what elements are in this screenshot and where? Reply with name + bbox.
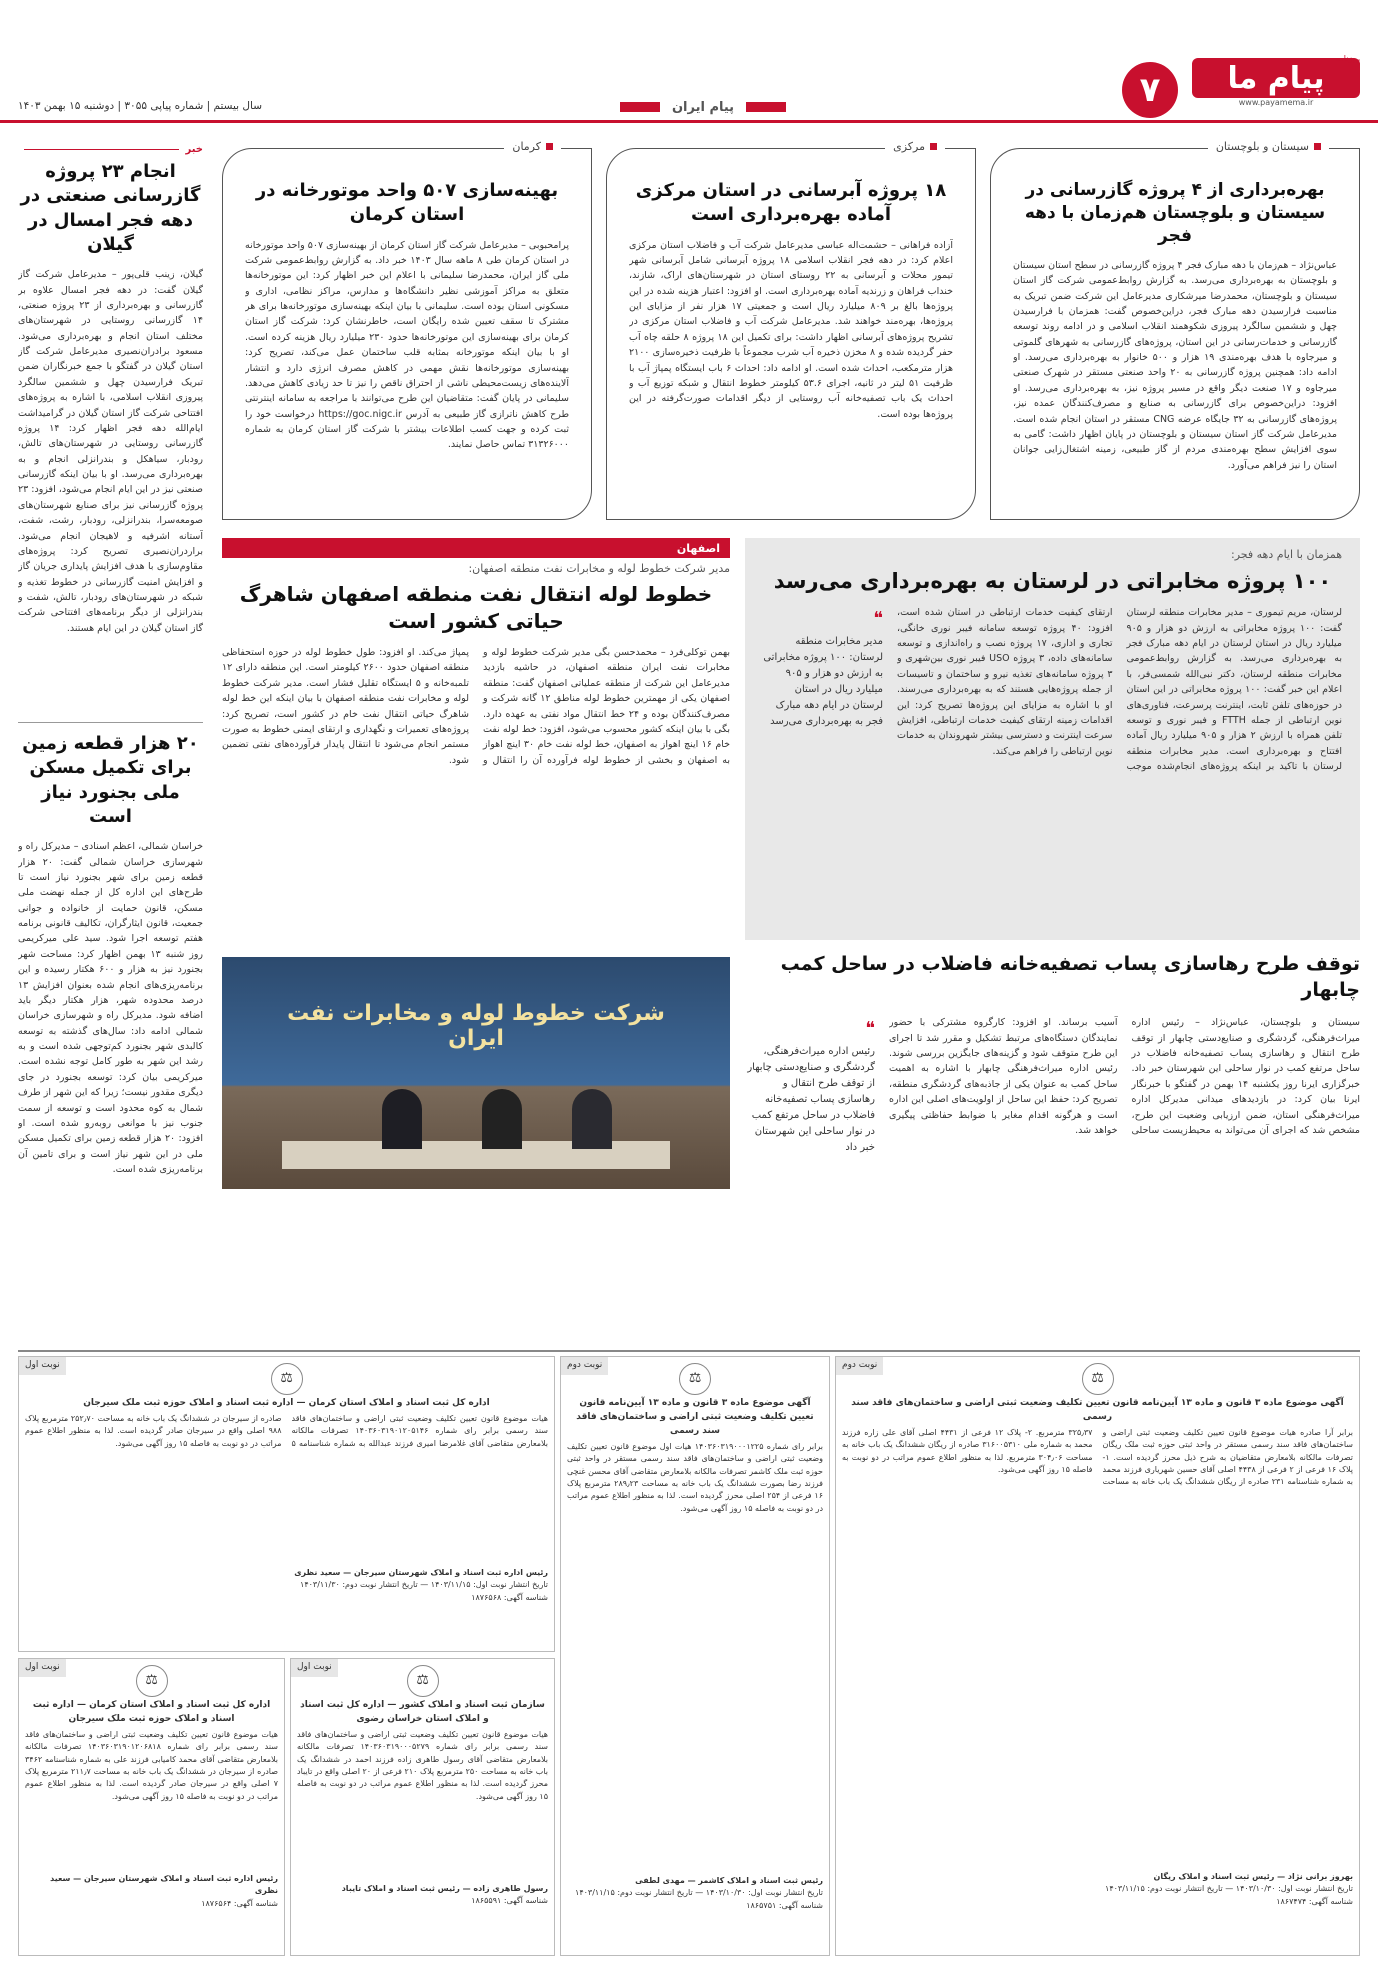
notice-signature: رسول طاهری زاده — رئیس ثبت اسناد و املاک تایباد [341, 1883, 548, 1893]
article-box-kerman [222, 140, 592, 520]
article-box-sistan [990, 140, 1360, 520]
emblem-icon: ⚖ [1082, 1363, 1114, 1395]
notice-code: شناسه آگهی: ۱۸۷۶۵۶۴ [201, 1898, 278, 1908]
notice-tag: نوبت اول [291, 1659, 338, 1677]
notice-code: شناسه آگهی: ۱۸۶۵۵۹۱ [471, 1896, 548, 1906]
article-lorestan [745, 538, 1360, 940]
logo-text: پیام ما [1192, 58, 1360, 98]
notice-signature: رئیس اداره ثبت اسناد و املاک شهرستان سیرجان — سعید نظری [294, 1567, 548, 1577]
category-square-icon [546, 143, 553, 150]
notice-code: شناسه آگهی: ۱۸۶۵۷۵۱ [746, 1900, 823, 1910]
notice-code: شناسه آگهی: ۱۸۷۶۵۶۸ [471, 1592, 548, 1602]
notice-title: آگهی موضوع ماده ۳ قانون و ماده ۱۳ آیین‌نامه قانون تعیین تکلیف وضعیت ثبتی اراضی و ساختمان‌های فاقد سند رسمی [851, 1398, 1344, 1422]
emblem-icon: ⚖ [136, 1665, 168, 1697]
legal-notice [18, 1356, 555, 1652]
notice-body: هیات موضوع قانون تعیین تکلیف وضعیت ثبتی اراضی و ساختمان‌های فاقد سند رسمی برابر رای شماره ۱۴۰۳۶۰۳۱۹۰۱۲۰۶۸۱۸ تصرفات مالکانه بلامعارض متقاضی آقای محمد کامیابی فرزند علی به شماره شناسنامه ۳۴۶۲ صادره از سیرجان در ششدانگ یک باب خانه به مساحت ۲۱۱٫۷ مترمربع پلاک ۷ اصلی واقع در سیرجان صادر گردیده است. لذا به منظور اطلاع عموم مراتب در دو نوبت به فاصله ۱۵ روز آگهی می‌شود. [25, 1729, 278, 1801]
notice-title: سازمان ثبت اسناد و املاک کشور — اداره کل ثبت اسناد و املاک استان خراسان رضوی [300, 1700, 545, 1724]
notice-code: شناسه آگهی: ۱۸۶۷۴۷۴ [1276, 1896, 1353, 1906]
category-bar [222, 538, 730, 558]
article-isfahan [222, 562, 730, 1342]
quote-icon: ❝ [873, 608, 883, 630]
logo-sub: روزنامه [1335, 54, 1360, 63]
article-bojnurd [18, 732, 203, 1332]
headline: انجام ۲۳ پروژه گازرسانی صنعتی در دهه فجر امسال در گیلان [20, 161, 201, 255]
legal-notice [290, 1658, 555, 1956]
notice-body: هیات موضوع قانون تعیین تکلیف وضعیت ثبتی اراضی و ساختمان‌های فاقد سند رسمی برابر رای شماره ۱۴۰۳۶۰۳۱۹۰۱۲۰۵۱۴۶ تصرفات مالکانه بلامعارض متقاضی آقای غلامرضا امیری فرزند عبدالله به شماره شناسنامه ۵ صادره از سیرجان در ششدانگ یک باب خانه به مساحت ۲۵۲٫۷۰ مترمربع پلاک ۹۸۸ اصلی واقع در سیرجان صادر گردیده است. لذا به منظور اطلاع عموم مراتب در دو نوبت به فاصله ۱۵ روز آگهی می‌شود. [25, 1413, 548, 1448]
photo-person [572, 1089, 612, 1149]
notice-body: هیات موضوع قانون تعیین تکلیف وضعیت ثبتی اراضی و ساختمان‌های فاقد سند رسمی برابر رای شماره ۱۴۰۳۶۰۳۱۹۰۰۰۵۲۷۹ تصرفات مالکانه بلامعارض متقاضی آقای رسول طاهری زاده فرزند احمد در ششدانگ یک باب خانه به مساحت ۲۵۰ مترمربع پلاک ۲۱۰ فرعی از ۲۰ اصلی واقع در تایباد محرز گردیده است. لذا به منظور اطلاع عموم مراتب در دو نوبت به فاصله ۱۵ روز آگهی می‌شود. [297, 1729, 548, 1801]
category-label: سیستان و بلوچستان [1208, 140, 1329, 153]
logo-url: www.payamema.ir [1238, 98, 1314, 107]
article-body: بهمن توکلی‌فرد – محمدحسن بگی مدیر شرکت خطوط لوله و مخابرات نفت ایران منطقه اصفهان، در حاشیه بازدید مدیرعامل این شرکت از منطقه عملیاتی اصفهان گفت: منطقه اصفهان یکی از مهمترین خطوط لوله مناطق ۱۲ گانه شرکت و مصرف‌کنندگان بوده و ۲۴ خط انتقال مواد نفتی به عهده دارد. بگی با بیان اینکه کشور محسوب می‌شود، افزود: خط لوله نفت خام ۱۶ اینچ اهواز به اصفهان، خط لوله نفت خام ۳۰ اینچ اهواز به اصفهان و بخشی از خطوط لوله فرآورده آن را انتقال و پمپاژ می‌کند. او افزود: طول خطوط لوله در حوزه استحفاظی منطقه اصفهان حدود ۲۶۰۰ کیلومتر است. این منطقه دارای ۱۲ تلمبه‌خانه و ۵ ایستگاه تقلیل فشار است. مدیر شرکت خطوط لوله و مخابرات نفت منطقه اصفهان با بیان اینکه این خط لوله شاهرگ حیاتی انتقال نفت خام در کشور است، تصریح کرد: پروژه‌های تعمیرات و نگهداری و ارتقای ایمنی خطوط به صورت مستمر انجام می‌شود تا انتقال پایدار فرآورده‌های نفتی تضمین شود. [222, 647, 730, 766]
notice-title: اداره کل ثبت اسناد و املاک استان کرمان — اداره ثبت اسناد و املاک حوزه ثبت ملک سیرجان [83, 1398, 490, 1408]
article-body: خراسان شمالی، اعظم اسنادی – مدیرکل راه و شهرسازی خراسان شمالی گفت: ۲۰ هزار قطعه زمین برای شهر بجنورد نیاز است تا طرح‌های این اداره کل از جمله نهضت ملی مسکن، قانون حمایت از خانواده و جوانی جمعیت، قانون ایثارگران، تکالیف قانونی برنامه هفتم توسعه اجرا شود. سید علی میرکریمی روز شنبه ۱۳ بهمن اظهار کرد: مساحت شهر بجنورد نیز به هزار و ۶۰۰ هکتار رسیده و این برنامه‌ریزی‌های انجام شده بعنوان افزایش ۱۳ درصد محدوده شهر، هزار هکتار دیگر باید اضافه شود. مدیرکل راه و شهرسازی خراسان شمالی ادامه داد: سال‌های گذشته به توسعه کالبدی شهر بجنورد کم‌توجهی شده است و به رشد این شهر به طور کامل توجه نشده است. میرکریمی بیان کرد: توسعه بجنورد در جای دیگری مقدور نیست؛ زیرا که این شهر از طرف شمال به کوه محدود است و توسعه از سمت جنوب نیز با موانعی روبه‌رو شده است. او افزود: ۲۰ هزار قطعه زمین برای تکمیل مسکن ملی در این شهر نیاز است و برای تامین آن برنامه‌ریزی شده است. [18, 841, 203, 1176]
pull-quote: ❝ مدیر مخابرات منطقه لرستان: ۱۰۰ پروژه مخابراتی به ارزش دو هزار و ۹۰۵ میلیارد ریال در استان لرستان در ایام دهه مبارک فجر به بهره‌برداری می‌رسد [763, 605, 883, 915]
notice-title: آگهی موضوع ماده ۳ قانون و ماده ۱۳ آیین‌نامه قانون تعیین تکلیف وضعیت ثبتی اراضی و ساختمان‌های فاقد سند رسمی [576, 1398, 814, 1436]
side-label [18, 140, 203, 158]
news-tag: خبر [185, 143, 203, 155]
category-square-icon [930, 143, 937, 150]
notice-dates: تاریخ انتشار نوبت اول: ۱۴۰۳/۱۰/۳۰ — تاریخ انتشار نوبت دوم: ۱۴۰۳/۱۱/۱۵ [575, 1888, 823, 1898]
headline: بهینه‌سازی ۵۰۷ واحد موتورخانه در استان کرمان [255, 180, 559, 226]
section-bar [593, 96, 813, 118]
notice-signature: رئیس اداره ثبت اسناد و املاک شهرستان سیرجان — سعید نظری [50, 1873, 278, 1896]
article-body: آزاده فراهانی – حشمت‌اله عباسی مدیرعامل شرکت آب و فاضلاب استان مرکزی اعلام کرد: در دهه فجر انقلاب اسلامی ۱۸ پروژه آبرسانی شامل آبرسانی شهر تیمور محلات و آبرسانی به ۲۲ روستای استان در شهرستان‌های اراک، شازند، خنداب فراهان و زرندیه آماده بهره‌برداری است. او افزود: اعتبار هزینه شده در این پروژه‌ها بالغ بر ۸۰۹ میلیارد ریال است و جمعیتی ۱۷ هزار نفر از مزایای این پروژه‌ها، بهره‌مند خواهند شد. مدیرعامل شرکت آب و فاضلاب استان مرکزی در تشریح پروژه‌های آبرسانی اظهار داشت: برای تکمیل این ۱۸ پروژه ۸ حلقه چاه آب حفر گردیده شده و ۸ مخزن ذخیره آب شرب مجموعاً با ظرفیت ذخیره‌سازی ۲۱۰۰ هزار مترمکعب، احداث شده است. او ادامه داد: احداث ۶ باب ایستگاه پمپاژ آب با ظرفیت ۵۱ لیتر در ثانیه، اجرای ۵۳.۶ کیلومتر خطوط انتقال و شبکه توزیع آب و احداث یک باب تصفیه‌خانه آب روستایی از دیگر اقدامات صورت‌گرفته در این پروژه‌ها بوده است. [629, 239, 953, 420]
section-name: پیام ایران [671, 99, 735, 115]
category-label: مرکزی [885, 140, 945, 153]
headline: ۱۸ پروژه آبرسانی در استان مرکزی آماده بهره‌برداری است [635, 180, 947, 226]
article-box-markazi [606, 140, 976, 520]
article-photo [222, 957, 730, 1189]
divider [18, 722, 203, 723]
masthead-logo[interactable] [1192, 54, 1360, 118]
notice-signature: رئیس ثبت اسناد و املاک کاشمر — مهدی لطفی [635, 1875, 823, 1885]
headline: بهره‌برداری از ۴ پروژه گازرسانی در سیستان و بلوچستان هم‌زمان با دهه فجر [1024, 180, 1326, 246]
quote-icon: ❝ [865, 1018, 875, 1040]
notice-tag: نوبت دوم [836, 1357, 883, 1375]
headline: ۲۰ هزار قطعه زمین برای تکمیل مسکن ملی بجنورد نیاز است [22, 733, 199, 827]
category-label: کرمان [504, 140, 561, 153]
section-bar-decor [620, 102, 660, 112]
notice-body: برابر آرا صادره هیات موضوع قانون تعیین تکلیف وضعیت ثبتی اراضی و ساختمان‌های فاقد سند رسمی مستقر در واحد ثبتی حوزه ثبت ملک ریگان تصرفات مالکانه بلامعارض متقاضیان به شرح ذیل محرز گردیده است. ۱- پلاک ۱۶ فرعی از ۲ فرعی از ۴۴۳۸ اصلی آقای حسین شهریاری فرزند محمد به شماره شناسنامه ۲۳۱ صادره از ریگان ششدانگ یک باب خانه به مساحت ۳۲۵٫۳۷ مترمربع. ۲- پلاک ۱۲ فرعی از ۴۴۳۱ اصلی آقای علی زاره فرزند محمد به شماره ملی ۳۱۶۰۰۵۳۱۰ صادره از ریگان ششدانگ یک باب خانه به مساحت ۳۰۴٫۰۶ مترمربع. لذا به منظور اطلاع عموم مراتب در دو نوبت به فاصله ۱۵ روز آگهی می‌شود. [842, 1427, 1353, 1487]
notice-body: برابر رای شماره ۱۴۰۳۶۰۳۱۹۰۰۰۱۲۲۵ هیات اول موضوع قانون تعیین تکلیف وضعیت ثبتی اراضی و ساختمان‌های فاقد سند رسمی مستقر در واحد ثبتی حوزه ثبت ملک کاشمر تصرفات مالکانه بلامعارض متقاضی آقای محسن غنچی فرزند رضا بصورت ششدانگ یک باب خانه به مساحت ۲۸۹٫۲۳ مترمربع پلاک ۱۶ فرعی از ۲۵۴ اصلی محرز گردیده است. لذا به منظور اطلاع عموم مراتب در دو نوبت به فاصله ۱۵ روز آگهی می‌شود. [567, 1441, 823, 1513]
legal-notice [560, 1356, 830, 1956]
kicker: همزمان با ایام دهه فجر: [1231, 548, 1342, 561]
pull-quote: ❝ رئیس اداره میراث‌فرهنگی، گردشگری و صنایع‌دستی چابهار از توقف طرح انتقال و رهاسازی پساب تصفیه‌خانه فاضلاب در ساحل مرتفع کمب در نوار ساحلی این شهرستان خبر داد [745, 1015, 875, 1335]
notice-tag: نوبت اول [19, 1357, 66, 1375]
category-square-icon [1314, 143, 1321, 150]
header-rule [0, 120, 1378, 123]
article-body: عباس‌نژاد – هم‌زمان با دهه مبارک فجر ۴ پروژه گازرسانی در سطح استان سیستان و بلوچستان به بهره‌برداری می‌رسد. به گزارش روابط‌عمومی شرکت گاز استان سیستان و بلوچستان، محمدرضا میرشکاری مدیرعامل این شرکت ضمن تبریک به مناسبت فرارسیدن دهه مبارک فجر، دراین‌خصوص گفت: همزمان با فرارسیدن چهل و ششمین سالگرد پیروزی شکوهمند انقلاب اسلامی و در ادامه روند توسعه گازرسانی و خدمات‌رسانی در این استان، پروژه‌های گازرسانی به شهرهای گلموتی و میرجاوه با هدف بهره‌مندی ۱۹ هزار و ۵۰۰ خانوار به بهره‌برداری می‌رسد. او ادامه داد: همچنین پروژه گازرسانی به ۲۰ واحد صنعتی مستقر در شهرک صنعتی میرجاوه و ۱۷ صنعت دیگر واقع در مسیر پروژه نیز، به بهره‌برداری می‌رسد. او افزود: دراین‌خصوص برای گازرسانی به صنایع و مصرف‌کنندگان عمده نیز، پروژه‌های گازرسانی به ۳۲ جایگاه عرضه CNG مستقر در استان انجام شده است. مدیرعامل شرکت گاز استان سیستان و بلوچستان در پایان اظهار داشت: گامی به سوی افزایش سطح بهره‌مندی مردم از گاز طبیعی، زمینه اشتغال‌زایی جوانان استان را نیز فراهم می‌آورد. [1013, 259, 1337, 471]
kicker: مدیر شرکت خطوط لوله و مخابرات نفت منطقه اصفهان: [468, 562, 730, 575]
article-body: گیلان، زینب قلی‌پور – مدیرعامل شرکت گاز گیلان گفت: در دهه فجر امسال علاوه بر گازرسانی و بهره‌برداری از ۲۳ پروژه صنعتی، ۱۴ گازرسانی روستایی در شهرستان‌های مختلف استان انجام و بهره‌برداری می‌شود. مسعود برادران‌نصیری مدیرعامل شرکت گاز استان گیلان در گفتگو با جمع خبرنگاران ضمن تبریک فرارسیدن چهل و ششمین سالگرد پیروزی انقلاب اسلامی، با اشاره به پروژه‌های افتتاحی شرکت گاز استان گیلان در گرامیداشت ایام‌الله دهه فجر اظهار کرد: ۱۴ پروژه گازرسانی روستایی در شهرستان‌های تالش، رودبار، سیاهکل و بندرانزلی انجام و به بهره‌برداری می‌رسد. او با بیان اینکه گازرسانی صنعتی نیز در این ایام انجام می‌شود، افزود: ۲۳ پروژه گازرسانی نیز برای صنایع شهرستان‌های صومعه‌سرا، بندرانزلی، رودبار، رشت، شفت، آستانه اشرفیه و لاهیجان انجام می‌شود. براردران‌نصیری تصریح کرد: پروژه‌های مقاوم‌سازی با هدف افزایش پایداری جریان گاز و افزایش امنیت گازرسانی در خطوط تغذیه و شبکه در شهرستان‌های رودبار، تالش، شفت و بندرانزلی از دیگر برنامه‌های افتتاحی شرکت گاز استان گیلان در این ایام هستند. [18, 269, 203, 634]
notice-tag: نوبت دوم [561, 1357, 608, 1375]
emblem-icon: ⚖ [271, 1363, 303, 1395]
section-bar-decor [746, 102, 786, 112]
notice-dates: تاریخ انتشار نوبت اول: ۱۴۰۳/۱۱/۱۵ — تاریخ انتشار نوبت دوم: ۱۴۰۳/۱۱/۳۰ [300, 1580, 548, 1590]
article-body: لرستان، مریم تیموری – مدیر مخابرات منطقه لرستان گفت: ۱۰۰ پروژه مخابراتی به ارزش دو هزار و ۹۰۵ میلیارد ریال در استان لرستان در ایام دهه مبارک فجر به بهره‌برداری می‌رسد. به گزارش روابط‌عمومی مخابرات منطقه لرستان، دکتر نبی‌الله شمسی‌فر، با اعلام این خبر گفت: ۱۰۰ پروژه مخابراتی در این استان در حوزه‌های تلفن ثابت، اینترنت پرسرعت، فناوری‌های نوین ارتباطی از جمله FTTH و فیبر نوری و توسعه تلفن همراه با ارزش ۲ هزار و ۹۰۵ میلیارد ریال آماده افتتاح و بهره‌برداری است. مدیر مخابرات منطقه لرستان با تاکید بر اینکه پروژه‌های انجام‌شده موجب ارتقای کیفیت خدمات ارتباطی در استان شده است، افزود: ۴۰ پروژه توسعه سامانه فیبر نوری خانگی، تجاری و اداری، ۱۷ پروژه نصب و راه‌اندازی و توسعه سامانه‌های داده، ۳ پروژه USO فیبر نوری بین‌شهری و ۳ پروژه سامانه‌های تغذیه نیرو و ساختمان و تاسیسات از جمله پروژه‌هایی هستند که به بهره‌برداری می‌رسند. او با اشاره به مزایای این پروژه‌ها تصریح کرد: این اقدامات زمینه ارتقای کیفیت خدمات ارتباطی، افزایش سرعت اینترنت و دسترسی بیشتر شهروندان به خدمات نوین ارتباطی را فراهم می‌کند. [897, 607, 1342, 773]
photo-person [482, 1089, 522, 1149]
article-body: سیستان و بلوچستان، عباس‌نژاد – رئیس اداره میراث‌فرهنگی، گردشگری و صنایع‌دستی چابهار از توقف طرح انتقال و رهاسازی پساب تصفیه‌خانه فاضلاب در ساحل مرتفع کمب در نوار ساحلی این شهرستان خبر داد. خبرگزاری ایرنا روز یکشنبه ۱۴ بهمن در گفتگو با خبرنگار ایرنا بیان کرد: در بازدیدهای میدانی مدیرکل اداره میراث‌فرهنگی استان، ضمن ارزیابی وضعیت این طرح، مشخص شد که اجرای آن می‌تواند به محیط‌زیست ساحلی آسیب برساند. او افزود: کارگروه مشترکی با حضور نمایندگان دستگاه‌های مرتبط تشکیل و مقرر شد تا اجرای این طرح متوقف شود و گزینه‌های جایگزین بررسی شوند. رئیس اداره میراث‌فرهنگی چابهار با اشاره به اهمیت ساحل کمب به عنوان یکی از جاذبه‌های گردشگری منطقه، تصریح کرد: حفظ این ساحل از اولویت‌های اصلی این اداره است و هرگونه اقدام مغایر با ضوابط حفاظتی پیگیری خواهد شد. [889, 1017, 1360, 1136]
category-label: اصفهان [667, 542, 730, 555]
headline: خطوط لوله انتقال نفت منطقه اصفهان شاهرگ حیاتی کشور است [239, 582, 713, 633]
article-gilan [18, 160, 203, 720]
legal-notice [835, 1356, 1360, 1956]
notice-dates: تاریخ انتشار نوبت اول: ۱۴۰۳/۱۰/۳۰ — تاریخ انتشار نوبت دوم: ۱۴۰۳/۱۱/۱۵ [1105, 1884, 1353, 1894]
headline: توقف طرح رهاسازی پساب تصفیه‌خانه فاضلاب در ساحل کمب چابهار [780, 953, 1360, 1001]
article-chabahar [745, 952, 1360, 1342]
page-number: ۷ [1122, 62, 1178, 118]
emblem-icon: ⚖ [407, 1665, 439, 1697]
issue-info: سال بیستم | شماره پیاپی ۳۰۵۵ | دوشنبه ۱۵ بهمن ۱۴۰۳ [18, 100, 263, 112]
emblem-icon: ⚖ [679, 1363, 711, 1395]
divider [24, 149, 179, 150]
notice-tag: نوبت اول [19, 1659, 66, 1677]
ads-rule [18, 1350, 1360, 1352]
photo-person [382, 1089, 422, 1149]
headline: ۱۰۰ پروژه مخابراتی در لرستان به بهره‌برداری می‌رسد [773, 569, 1332, 593]
notice-title: اداره کل ثبت اسناد و املاک استان کرمان — اداره ثبت اسناد و املاک حوزه ثبت ملک سیرجان [32, 1700, 271, 1724]
article-body: پرامحبوبی – مدیرعامل شرکت گاز استان کرمان از بهینه‌سازی ۵۰۷ واحد موتورخانه در استان کرمان طی ۸ ماهه سال ۱۴۰۳ خبر داد. به گزارش روابط‌عمومی شرکت ملی گاز ایران، محمدرضا سلیمانی با اعلام این خبر اظهار کرد: این موتورخانه‌ها متعلق به مراکز آموزشی نظیر دانشگاه‌ها و مدارس، مراکز نظامی، اداری و مسکونی استان بوده است. سلیمانی با بیان اینکه بهینه‌سازی موتورخانه‌ها برای هر مشترک تا سقف تعیین شده رایگان است، خاطرنشان کرد: شرکت گاز استان کرمان برای بهینه‌سازی این موتورخانه‌ها حدود ۲۳۰ میلیارد ریال هزینه کرده است. او با بیان اینکه موتورخانه بمثابه قلب ساختمان عمل می‌کند، تصریح کرد: بهینه‌سازی موتورخانه‌ها نقش مهمی در کاهش مصرف انرژی دارد و انتشار آلاینده‌های زیست‌محیطی ناشی از احتراق ناقص را نیز تا حد زیادی کاهش می‌دهد. سلیمانی در پایان گفت: متقاضیان این طرح می‌توانند با مراجعه به سامانه اینترنتی طرح کاهش ناترازی گاز طبیعی به آدرس https://goc.nigc.ir درخواست خود را ثبت کرده و جهت کسب اطلاعات بیشتر با شرکت گاز استان کرمان به شماره ۳۱۳۲۶۰۰۰ تماس حاصل نمایند. [245, 239, 569, 451]
legal-notice [18, 1658, 285, 1956]
photo-banner: شرکت خطوط لوله و مخابرات نفت ایران [287, 1001, 665, 1051]
notice-signature: بهروز برانی نژاد — رئیس ثبت اسناد و املاک ریگان [1153, 1871, 1353, 1881]
